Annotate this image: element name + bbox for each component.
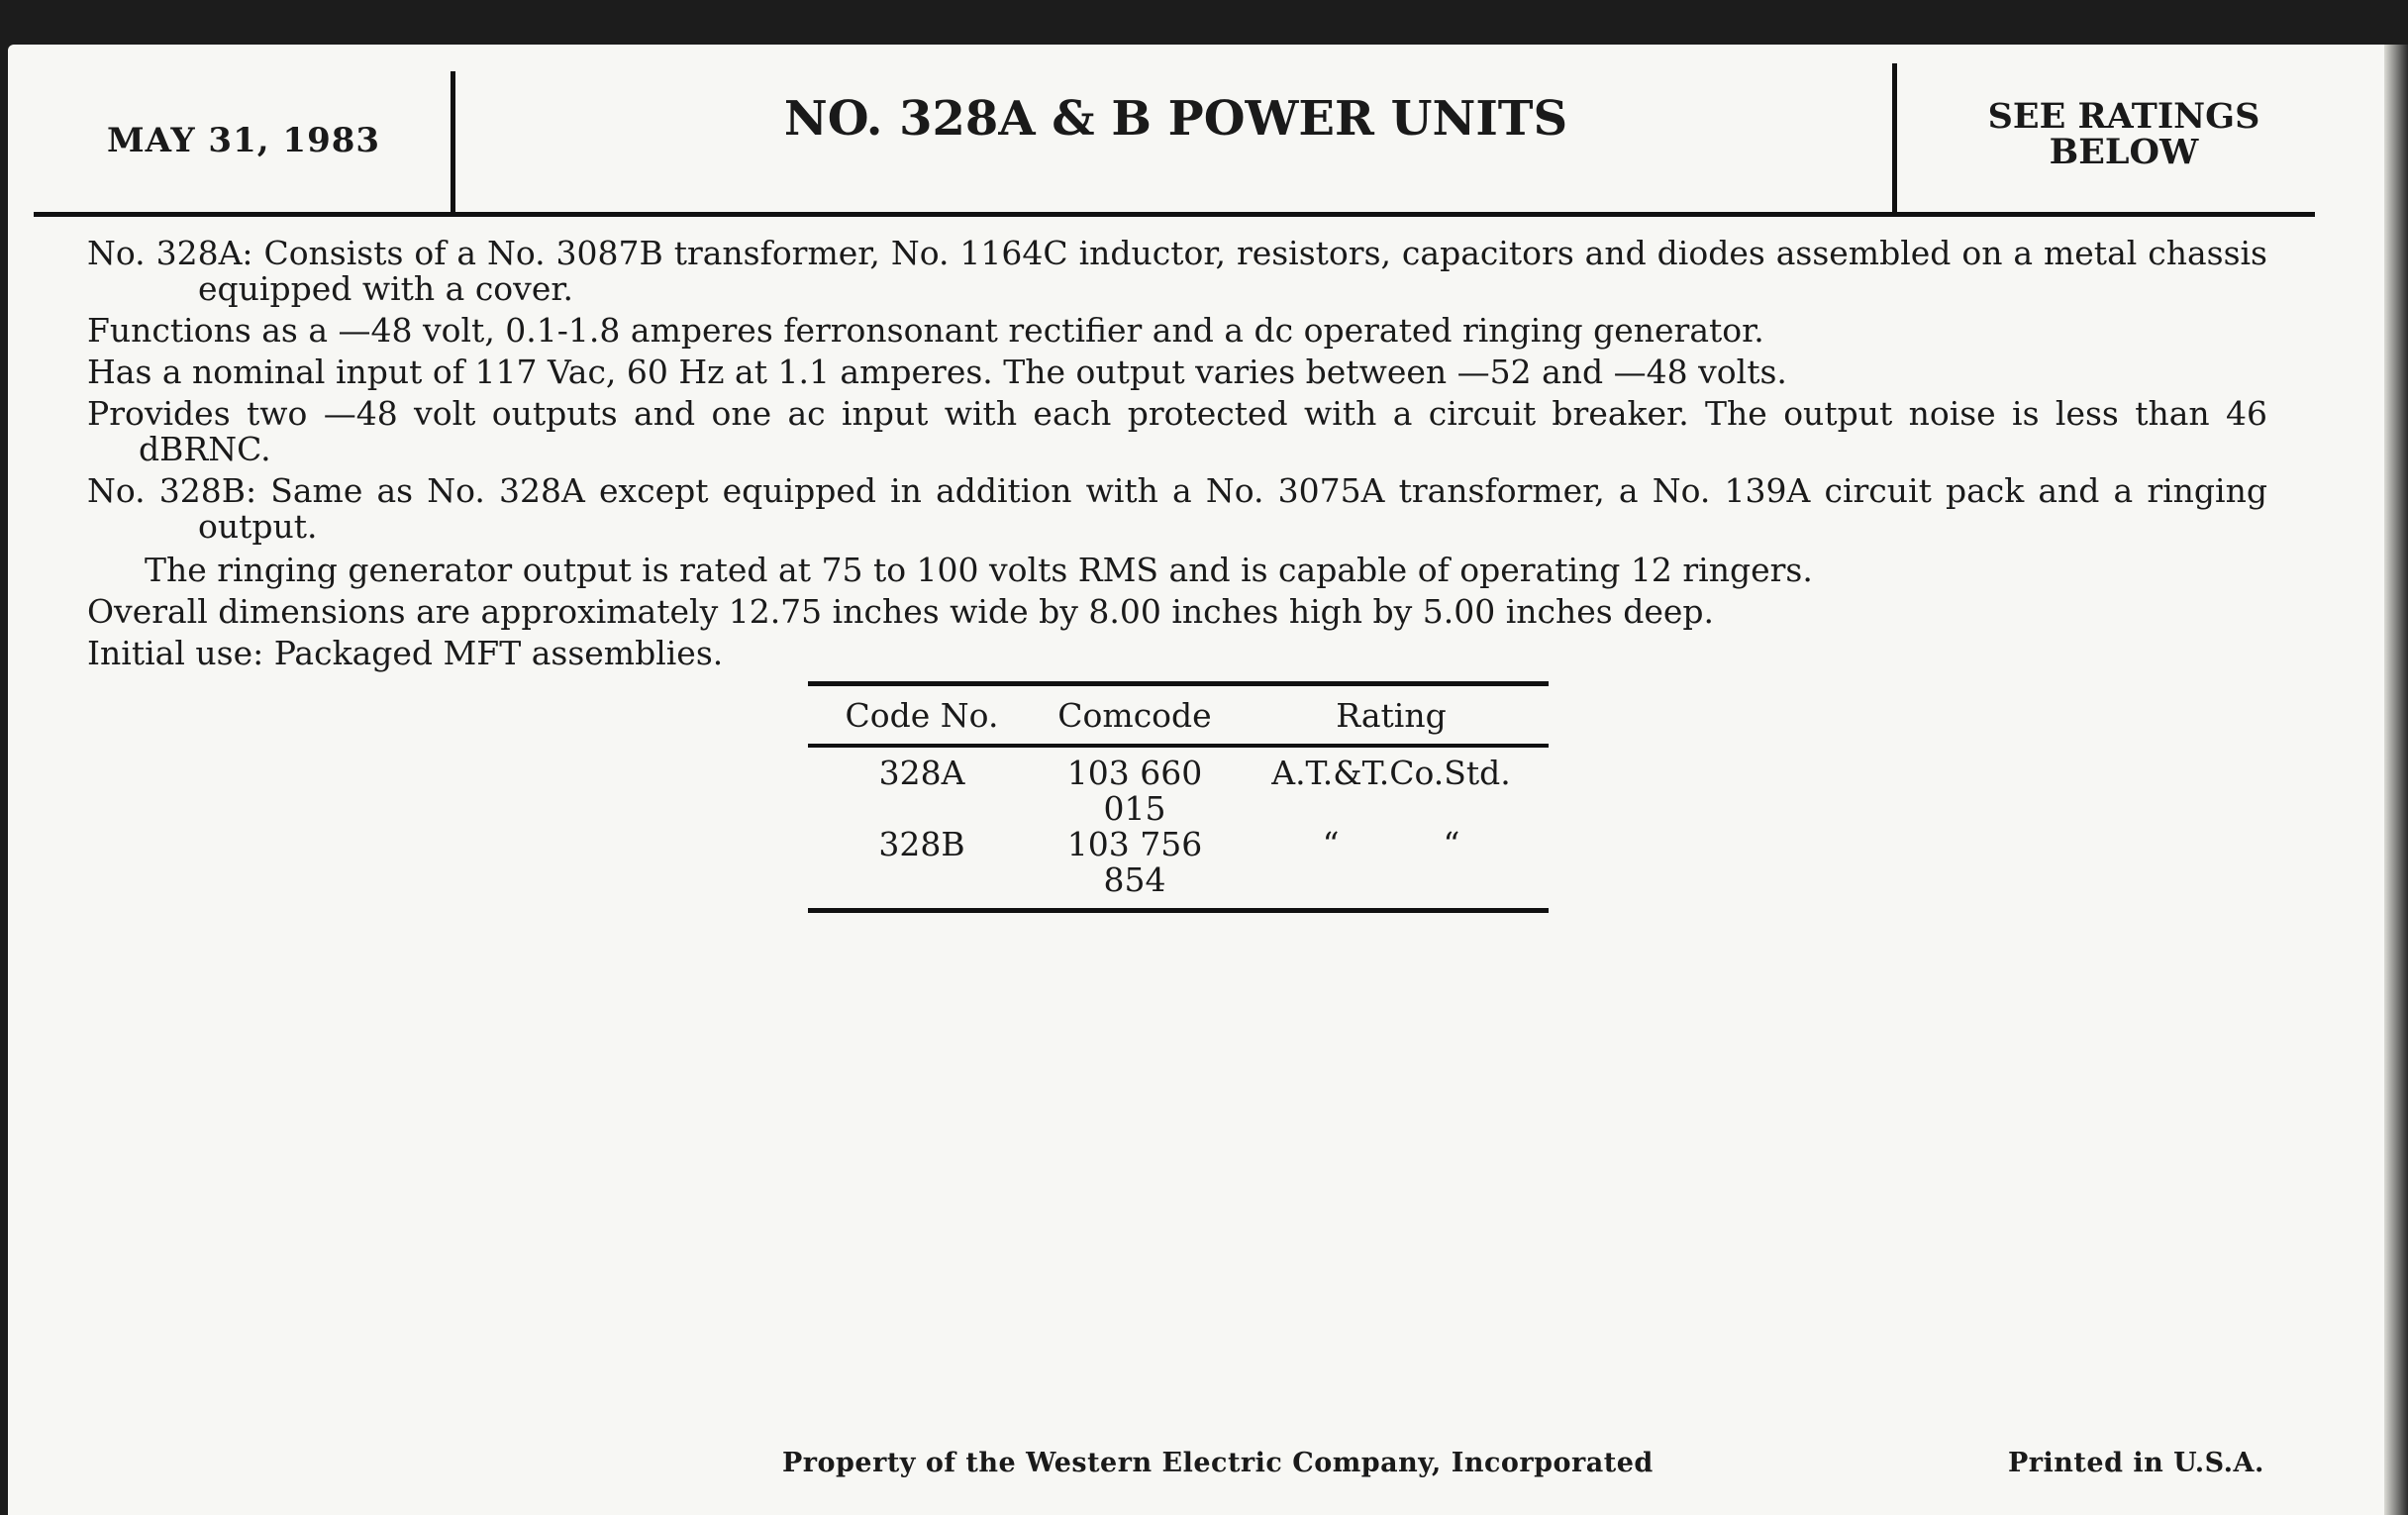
paragraph-functions: Functions as a —48 volt, 0.1-1.8 amperes ferronsonant rectifier and a dc operated ringing generator. — [87, 311, 1764, 350]
paragraph-input: Has a nominal input of 117 Vac, 60 Hz at 1.1 amperes. The output varies between —52 and —48 volts. — [87, 353, 1787, 391]
cell-comcode: 103 660 015 — [1066, 754, 1203, 828]
cell-rating: “ “ — [1322, 825, 1460, 863]
header-divider-right — [1892, 63, 1897, 212]
cell-code: 328A — [878, 754, 965, 792]
table-row — [808, 756, 1549, 827]
column-header-rating: Rating — [1336, 695, 1447, 735]
cell-code: 328B — [878, 825, 965, 863]
paragraph-ringing-generator: The ringing generator output is rated at 75 to 100 volts RMS and is capable of operating 12 ringers. — [145, 551, 1813, 589]
cell-rating: A.T.&T.Co.Std. — [1271, 754, 1511, 792]
paragraph-328a-description: No. 328A: Consists of a No. 3087B transformer, No. 1164C inductor, resistors, capacitors and diodes assembled on a metal chassis equipped with a cover. — [87, 234, 2267, 308]
rating-note-line2: BELOW — [2049, 132, 2199, 172]
header-date: MAY 31, 1983 — [107, 121, 381, 160]
paragraph-328b-description: No. 328B: Same as No. 328A except equipped in addition with a No. 3075A transformer, a No. 139A circuit pack and a ringing output. — [87, 471, 2267, 546]
table-header-row — [808, 686, 1549, 748]
ratings-table — [808, 681, 1549, 913]
footer-property-notice: Property of the Western Electric Company, Incorporated — [782, 1448, 1654, 1478]
column-header-code: Code No. — [845, 695, 999, 735]
paragraph-outputs: Provides two —48 volt outputs and one ac input with each protected with a circuit breaker. The output noise is less than 46 dBRNC. — [87, 394, 2267, 468]
cell-comcode: 103 756 854 — [1066, 825, 1203, 899]
rating-note-line1: SEE RATINGS — [1987, 96, 2260, 137]
header-rating-note — [1901, 96, 2347, 172]
page-title: NO. 328A & B POWER UNITS — [783, 91, 1568, 147]
card-edge-shadow — [2384, 45, 2408, 1515]
footer-printed-in: Printed in U.S.A. — [2008, 1448, 2264, 1478]
paragraph-initial-use: Initial use: Packaged MFT assemblies. — [87, 634, 724, 672]
table-body — [808, 748, 1549, 908]
document-body — [87, 236, 2267, 677]
header-rule — [34, 212, 2315, 217]
table-row — [808, 827, 1549, 898]
paragraph-dimensions: Overall dimensions are approximately 12.75 inches wide by 8.00 inches high by 5.00 inches deep. — [87, 592, 1715, 631]
column-header-comcode: Comcode — [1057, 695, 1212, 735]
